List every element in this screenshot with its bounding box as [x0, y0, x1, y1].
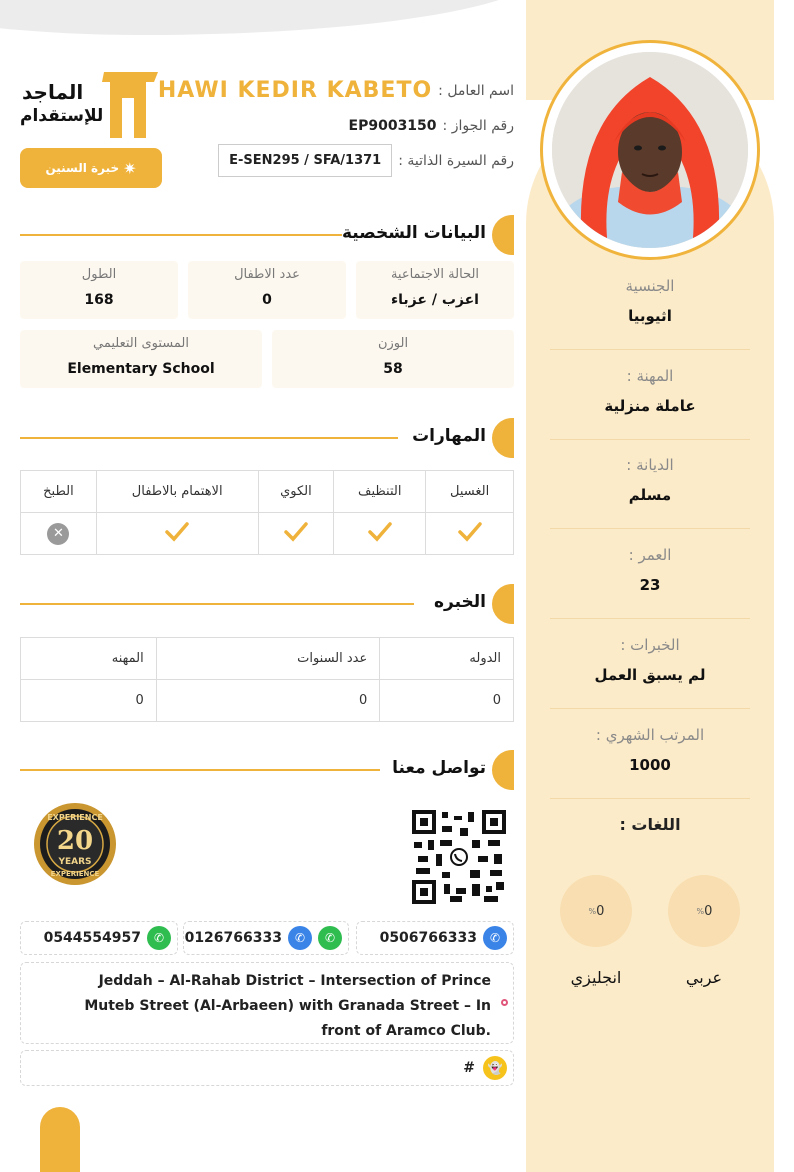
worker-name-row — [158, 78, 514, 103]
logo-text-sub: للإستقدام — [20, 106, 104, 126]
english-language-label: انجليزي — [570, 968, 622, 987]
experience-header-country: الدوله — [380, 638, 514, 680]
experience-item — [550, 636, 750, 684]
experience-20-years-badge — [20, 802, 130, 886]
skill-header-childcare: الاهتمام بالاطفال — [96, 471, 258, 513]
phone-number[interactable]: 0126766333 — [184, 930, 282, 946]
arabic-level-circle — [668, 875, 740, 947]
section-tab — [492, 750, 514, 790]
company-logo — [18, 68, 164, 144]
marital-status-value: اعزب / عزباء — [391, 292, 479, 308]
skills-header-row — [21, 471, 514, 513]
arabic-level-unit: % — [696, 906, 705, 916]
location-dot-icon — [501, 999, 508, 1006]
section-tab — [492, 584, 514, 624]
age-item — [550, 546, 750, 594]
experience-years-value: 0 — [156, 680, 380, 722]
experience-header-profession: المهنه — [21, 638, 157, 680]
english-level-unit: % — [588, 906, 597, 916]
address-text: Jeddah – Al-Rahab District – Intersection of Prince Muteb Street (Al-Arbaeen) with Granada Street – In front of Aramco Club. — [84, 973, 491, 1039]
weight-card — [272, 330, 514, 388]
experience-header-row — [21, 638, 514, 680]
checkmark-icon — [283, 521, 309, 547]
whatsapp-icon[interactable]: ✆ — [318, 926, 342, 950]
skill-status-childcare — [96, 513, 258, 555]
salary-label: المرتب الشهري : — [595, 726, 705, 744]
address-box — [20, 962, 514, 1044]
english-level-circle — [560, 875, 632, 947]
personal-section-heading — [20, 215, 514, 255]
arabic-language-label: عربي — [685, 968, 723, 987]
close-circle-icon: ✕ — [47, 523, 69, 545]
badge-bottom-text: EXPERIENCE — [50, 870, 100, 878]
phone-number[interactable]: 0506766333 — [379, 930, 477, 946]
experience-table — [20, 637, 514, 722]
table-row — [21, 680, 514, 722]
skill-status-washing — [426, 513, 514, 555]
religion-label: الديانة : — [626, 456, 674, 474]
qr-code[interactable] — [412, 810, 506, 904]
sidebar-divider — [550, 618, 750, 619]
contact-section-title: تواصل معنا — [392, 758, 486, 778]
religion-value: مسلم — [628, 486, 672, 504]
passport-value: EP9003150 — [348, 118, 437, 134]
weight-label: الوزن — [377, 336, 409, 351]
age-label: العمر : — [628, 546, 672, 564]
skill-header-ironing: الكوي — [258, 471, 334, 513]
passport-label: رقم الجواز : — [442, 118, 514, 134]
badge-number: 20 — [56, 826, 94, 856]
worker-name: HAWI KEDIR KABETO — [157, 78, 433, 103]
section-tab — [492, 418, 514, 458]
skills-table — [20, 470, 514, 555]
experience-section-title: الخبره — [433, 592, 486, 612]
education-value: Elementary School — [67, 361, 215, 377]
phone-call-icon[interactable]: ✆ — [288, 926, 312, 950]
skill-status-cleaning — [334, 513, 426, 555]
logo-text-main: الماجد — [22, 80, 84, 104]
sidebar-divider — [550, 349, 750, 350]
nationality-value: اثيوبيا — [628, 307, 672, 325]
cv-number-row — [218, 144, 514, 177]
skills-section-title: المهارات — [412, 426, 486, 446]
phone-box-1[interactable] — [356, 921, 514, 955]
skill-header-washing: الغسيل — [426, 471, 514, 513]
languages-title: اللغات : — [619, 815, 681, 834]
sidebar-divider — [550, 528, 750, 529]
experience-section-heading — [20, 584, 514, 624]
passport-row — [349, 118, 514, 134]
height-label: الطول — [81, 267, 117, 282]
religion-item — [550, 456, 750, 504]
star-burst-icon: ✷ — [123, 158, 137, 178]
phone-box-3[interactable] — [20, 921, 178, 955]
experience-value: لم يسبق العمل — [594, 666, 706, 684]
phone-call-icon[interactable]: ✆ — [483, 926, 507, 950]
badge-top-text: EXPERIENCE — [47, 813, 103, 822]
height-value: 168 — [84, 292, 114, 308]
nationality-label: الجنسية — [625, 277, 675, 295]
profession-label: المهنة : — [626, 367, 674, 385]
skill-header-cleaning: التنظيف — [334, 471, 426, 513]
experience-profession-value: 0 — [21, 680, 157, 722]
section-tab — [492, 215, 514, 255]
profession-value: عاملة منزلية — [604, 397, 696, 415]
children-count-value: 0 — [262, 292, 272, 308]
nationality-item — [550, 277, 750, 325]
education-card — [20, 330, 262, 388]
skill-header-cooking: الطبخ — [21, 471, 97, 513]
phone-box-2[interactable] — [183, 921, 349, 955]
salary-item — [550, 726, 750, 774]
marital-status-card — [356, 261, 514, 319]
bottom-decorative-tab — [40, 1107, 80, 1172]
experience-country-value: 0 — [380, 680, 514, 722]
age-value: 23 — [639, 576, 661, 594]
cv-number-label: رقم السيرة الذاتية : — [398, 152, 514, 169]
cv-number-value: E-SEN295 / SFA/1371 — [218, 144, 392, 177]
section-line — [20, 769, 380, 771]
whatsapp-icon[interactable]: ✆ — [147, 926, 171, 950]
snapchat-icon[interactable]: 👻 — [483, 1056, 507, 1080]
worker-name-label: اسم العامل : — [438, 82, 514, 99]
checkmark-icon — [367, 521, 393, 547]
profession-item — [550, 367, 750, 415]
skill-status-cooking — [21, 513, 97, 555]
salary-value: 1000 — [629, 756, 671, 774]
marital-status-label: الحالة الاجتماعية — [390, 267, 480, 282]
top-decorative-arc — [0, 0, 540, 35]
contact-section-heading — [20, 750, 514, 790]
snapchat-box[interactable] — [20, 1050, 514, 1086]
sidebar-divider — [550, 798, 750, 799]
snapchat-handle[interactable]: # — [463, 1060, 475, 1076]
education-label: المستوى التعليمي — [93, 336, 189, 351]
experience-label: الخبرات : — [620, 636, 680, 654]
skills-status-row — [21, 513, 514, 555]
english-level-value: 0 — [596, 903, 605, 919]
skills-section-heading — [20, 418, 514, 458]
worker-photo — [552, 52, 748, 248]
arabic-level-value: 0 — [704, 903, 713, 919]
section-line — [20, 234, 342, 236]
badge-years-text: YEARS — [58, 857, 92, 867]
weight-value: 58 — [383, 361, 403, 377]
children-count-label: عدد الاطفال — [234, 267, 300, 282]
children-count-card — [188, 261, 346, 319]
checkmark-icon — [164, 521, 190, 547]
experience-years-button[interactable] — [20, 148, 162, 188]
sidebar-divider — [550, 439, 750, 440]
sidebar-divider — [550, 708, 750, 709]
section-line — [20, 437, 398, 439]
section-line — [20, 603, 414, 605]
height-card — [20, 261, 178, 319]
checkmark-icon — [457, 521, 483, 547]
skill-status-ironing — [258, 513, 334, 555]
worker-photo-frame — [540, 40, 760, 260]
personal-section-title: البيانات الشخصية — [341, 223, 486, 243]
experience-button-label: خبرة السنين — [45, 161, 120, 175]
phone-number[interactable]: 0544554957 — [43, 930, 141, 946]
experience-header-years: عدد السنوات — [156, 638, 380, 680]
